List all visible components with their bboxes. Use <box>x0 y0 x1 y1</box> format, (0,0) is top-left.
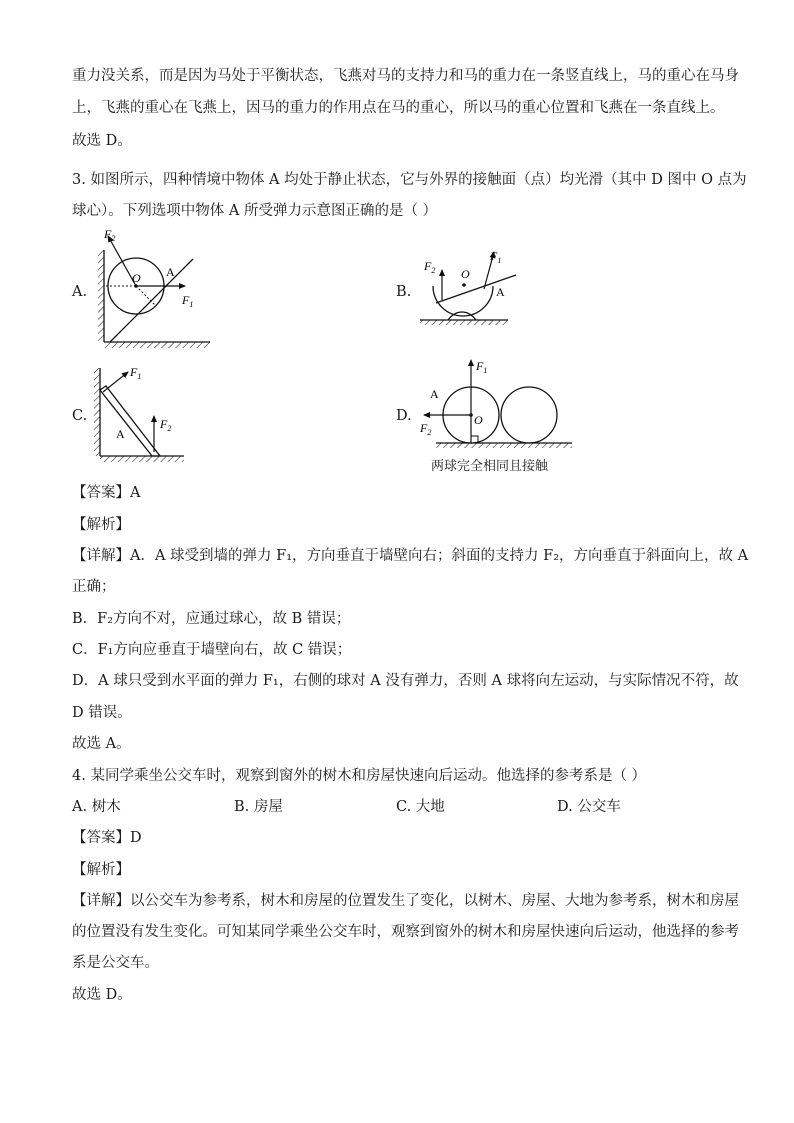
object-label-a: A <box>496 285 505 299</box>
subscript-1: 1 <box>483 366 488 375</box>
svg-text:F2 <box>159 417 171 433</box>
force-label-f1: F <box>182 293 190 307</box>
paragraph-line: 重力没关系，而是因为马处于平衡状态，飞燕对马的支持力和马的重力在一条竖直线上，马的重心在马身 <box>72 68 739 84</box>
svg-text:F1 <box>489 249 501 265</box>
choice-line: 故选 A。 <box>72 736 131 752</box>
option-a-label: A. <box>72 284 88 300</box>
svg-text:F1 <box>181 293 193 309</box>
option-b-label: B. <box>396 284 412 300</box>
subscript-1: 1 <box>137 372 142 381</box>
question-3-stem: 球心）。下列选项中物体 A 所受弹力示意图正确的是（ ） <box>72 203 438 219</box>
analysis-tag: 【解析】 <box>72 517 130 533</box>
analysis-tag: 【解析】 <box>72 862 130 878</box>
detail-text: 以公交车为参考系，树木和房屋的位置发生了变化，以树木、房屋、大地为参考系，树木和房屋 <box>130 893 739 909</box>
force-label-f2: F <box>424 259 432 273</box>
figure-a <box>98 227 210 348</box>
detail-tag: 【详解】 <box>72 548 130 564</box>
svg-text:F2 <box>423 259 435 275</box>
option-c-label: C. <box>72 408 88 424</box>
q4-option-a: A. 树木 <box>72 799 121 815</box>
object-label-a: A <box>166 265 175 279</box>
force-label-f2: F <box>104 227 112 241</box>
force-label-f1: F <box>476 359 484 373</box>
answer-value: A <box>130 485 141 501</box>
object-label-a: A <box>116 427 125 441</box>
subscript-2: 2 <box>427 428 432 437</box>
force-label-f2: F <box>420 421 428 435</box>
detail-text: B．F₂方向不对，应通过球心，故 B 错误； <box>72 611 351 627</box>
detail-text: D．A 球只受到水平面的弹力 F₁，右侧的球对 A 没有弹力，否则 A 球将向左运动，与实际情况不符，故 <box>72 673 739 689</box>
svg-text:F2 <box>103 227 115 243</box>
q4-option-c: C. 大地 <box>396 799 445 815</box>
detail-text: 的位置没有发生变化。可知某同学乘坐公交车时，观察到窗外的树木和房屋快速向后运动，他选择的参考 <box>72 924 739 940</box>
answer-value: D <box>130 830 142 846</box>
question-3-stem: 3. 如图所示，四种情境中物体 A 均处于静止状态，它与外界的接触面（点）均光滑（其中 D 图中 O 点为 <box>72 172 747 188</box>
figure-d <box>419 359 572 448</box>
figure-c <box>94 365 184 462</box>
detail-text: 系是公交车。 <box>72 955 159 971</box>
subscript-1: 1 <box>497 256 502 265</box>
choice-line: 故选 D。 <box>72 133 132 149</box>
q4-option-d: D. 公交车 <box>557 799 621 815</box>
center-label-o: O <box>474 413 483 427</box>
figure-b <box>420 249 516 325</box>
center-label-o: O <box>132 271 141 285</box>
subscript-2: 2 <box>431 266 436 275</box>
answer-tag: 【答案】 <box>72 830 130 846</box>
subscript-1: 1 <box>189 300 194 309</box>
center-label-o: O <box>461 267 470 281</box>
detail-text: D 错误。 <box>72 705 132 721</box>
detail-tag: 【详解】 <box>72 893 130 909</box>
paragraph-line: 上，飞燕的重心在飞燕上，因马的重力的作用点在马的重心，所以马的重心位置和飞燕在一条直线上。 <box>72 100 725 116</box>
detail-text: A．A 球受到墙的弹力 F₁，方向垂直于墙壁向右；斜面的支持力 F₂，方向垂直于斜面向上，故 A <box>130 548 749 564</box>
subscript-2: 2 <box>167 424 172 433</box>
option-d-label: D. <box>396 408 412 424</box>
detail-text: 正确； <box>72 579 116 595</box>
question-4-stem: 4. 某同学乘坐公交车时，观察到窗外的树木和房屋快速向后运动。他选择的参考系是（ ） <box>72 768 647 784</box>
figure-d-caption: 两球完全相同且接触 <box>431 459 549 474</box>
svg-text:F1 <box>475 359 487 375</box>
svg-text:F2 <box>419 421 431 437</box>
q4-option-b: B. 房屋 <box>234 799 283 815</box>
force-label-f1: F <box>130 365 138 379</box>
svg-text:F1 <box>129 365 141 381</box>
force-label-f2: F <box>160 417 168 431</box>
answer-tag: 【答案】 <box>72 485 130 501</box>
object-label-a: A <box>430 387 439 401</box>
subscript-2: 2 <box>111 234 116 243</box>
detail-text: C．F₁方向应垂直于墙壁向右，故 C 错误； <box>72 642 352 658</box>
choice-line: 故选 D。 <box>72 987 132 1003</box>
force-label-f1: F <box>490 249 498 263</box>
